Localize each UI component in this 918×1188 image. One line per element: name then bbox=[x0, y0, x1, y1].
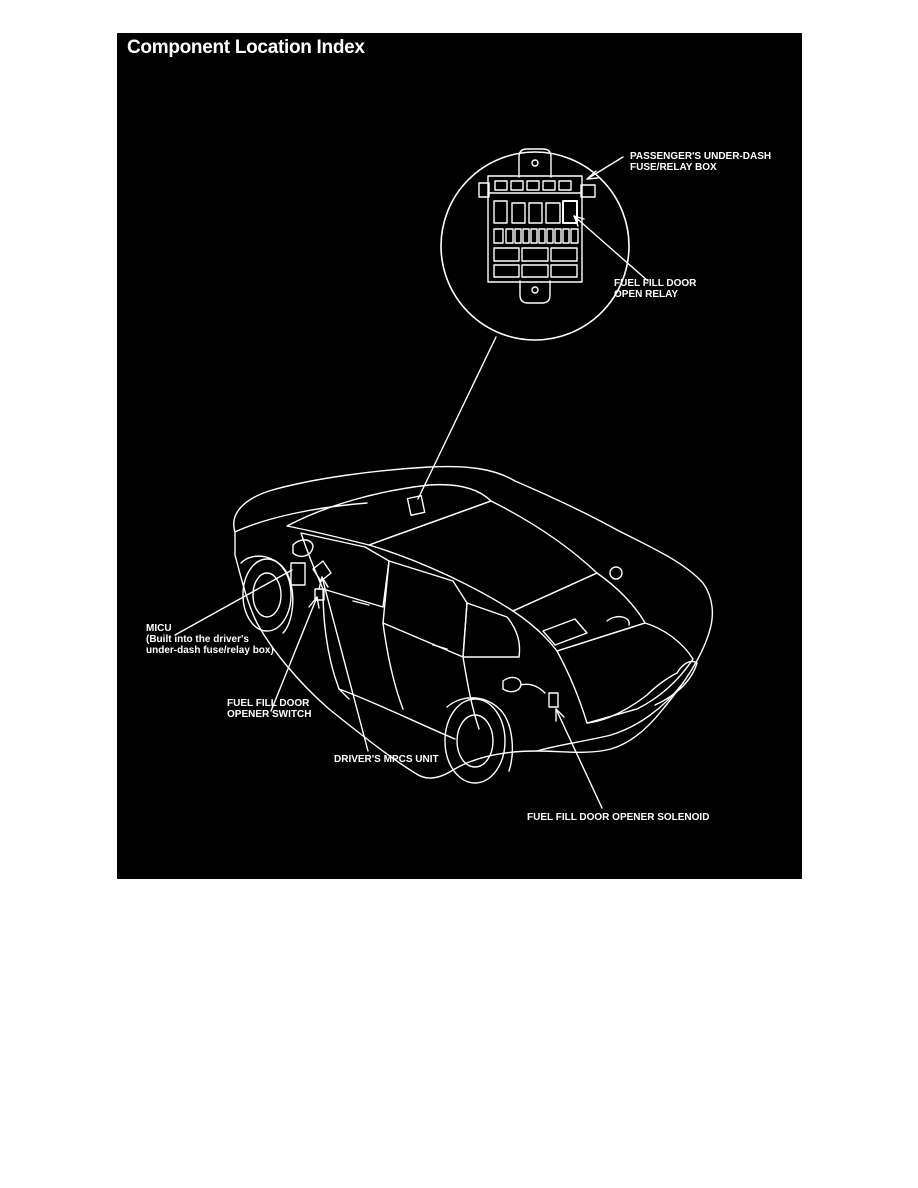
callout-line: PASSENGER'S UNDER-DASH bbox=[630, 151, 772, 162]
component-location-figure bbox=[117, 33, 802, 879]
callout-line: FUEL FILL DOOR bbox=[227, 698, 310, 709]
leader-passenger-fuse-box bbox=[587, 157, 623, 179]
leader-opener-solenoid bbox=[556, 709, 602, 808]
figure-title: Component Location Index bbox=[127, 37, 365, 58]
callout-line: OPEN RELAY bbox=[614, 289, 679, 300]
callout-line: FUEL FILL DOOR OPENER SOLENOID bbox=[527, 812, 710, 823]
arrow-opener-switch bbox=[309, 597, 319, 608]
callout-line: MICU bbox=[146, 623, 172, 634]
fuse-box-detail-circle bbox=[441, 149, 629, 340]
callout-line: FUEL FILL DOOR bbox=[614, 278, 697, 289]
callout-passengers-fuse-box bbox=[630, 151, 771, 173]
callout-line: FUSE/RELAY BOX bbox=[630, 162, 717, 173]
leader-circle-to-relay-location bbox=[418, 337, 496, 499]
callout-fuel-fill-door-opener-solenoid bbox=[527, 812, 709, 823]
callout-line: DRIVER'S MPCS UNIT bbox=[334, 754, 439, 765]
leader-open-relay bbox=[574, 216, 648, 281]
callout-fuel-fill-door-opener-switch bbox=[227, 698, 311, 720]
callout-drivers-mpcs-unit bbox=[334, 754, 439, 765]
callout-fuel-fill-door-open-relay bbox=[614, 278, 696, 300]
callout-line: OPENER SWITCH bbox=[227, 709, 312, 720]
callout-line: (Built into the driver's bbox=[146, 634, 249, 645]
callout-line: under-dash fuse/relay box) bbox=[146, 645, 274, 656]
callout-micu bbox=[146, 623, 274, 656]
